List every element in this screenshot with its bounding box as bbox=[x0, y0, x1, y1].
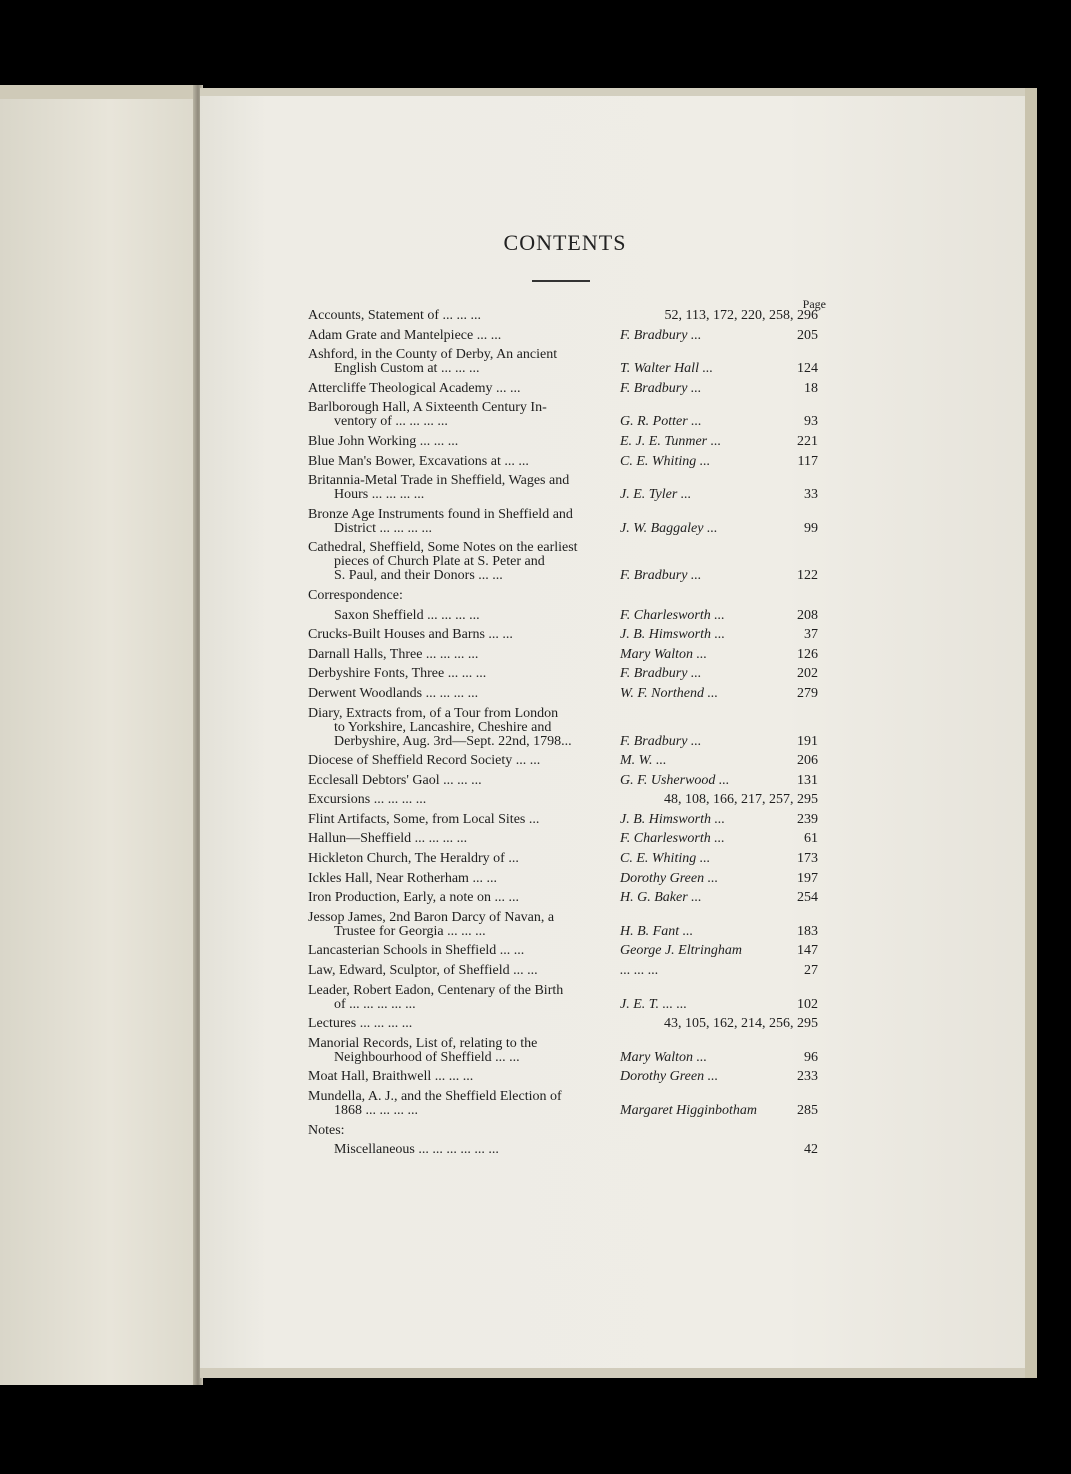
entry-page: 99 bbox=[804, 520, 818, 536]
entry-title: Mundella, A. J., and the Sheffield Election of bbox=[308, 1089, 562, 1104]
entry-author: Margaret Higginbotham bbox=[620, 1103, 758, 1118]
contents-entry bbox=[304, 754, 824, 768]
entry-title: Derwent Woodlands ... ... ... ... bbox=[308, 685, 479, 701]
entry-title: Lancasterian Schools in Sheffield ... ... bbox=[308, 943, 525, 959]
entry-title: Darnall Halls, Three ... ... ... ... bbox=[308, 646, 479, 662]
entry-author: C. E. Whiting ... bbox=[620, 453, 711, 469]
entry-title: Iron Production, Early, a note on ... ... bbox=[308, 890, 519, 906]
entry-author: J. B. Himsworth ... bbox=[620, 627, 725, 643]
entry-page: 173 bbox=[797, 851, 818, 867]
entry-line bbox=[304, 984, 824, 998]
entry-author: J. E. Tyler ... bbox=[620, 487, 692, 503]
entry-title: English Custom at ... ... ... bbox=[334, 361, 480, 377]
contents-entry bbox=[304, 1017, 824, 1031]
entry-line bbox=[304, 348, 824, 362]
entry-page: 122 bbox=[797, 568, 818, 584]
entry-author: George J. Eltringham bbox=[620, 943, 742, 959]
entry-line bbox=[304, 508, 824, 522]
contents-entry bbox=[304, 474, 824, 502]
entry-page: 202 bbox=[797, 666, 818, 682]
contents-entry bbox=[304, 852, 824, 866]
entry-page: 102 bbox=[797, 996, 818, 1012]
entry-title: Flint Artifacts, Some, from Local Sites ... bbox=[308, 811, 540, 827]
entry-title: Ecclesall Debtors' Gaol ... ... ... bbox=[308, 772, 482, 788]
entry-author: F. Charlesworth ... bbox=[620, 607, 725, 623]
entry-page: 117 bbox=[797, 453, 818, 469]
entry-line bbox=[304, 667, 824, 681]
entry-author: C. E. Whiting ... bbox=[620, 851, 711, 867]
entry-page: 124 bbox=[797, 361, 818, 377]
entry-author: F. Bradbury ... bbox=[620, 568, 702, 584]
entry-page: 221 bbox=[797, 433, 818, 449]
entry-line bbox=[304, 382, 824, 396]
entry-line bbox=[304, 1104, 824, 1118]
entry-title: ventory of ... ... ... ... bbox=[334, 414, 448, 430]
entry-title: Diocese of Sheffield Record Society ... ... bbox=[308, 753, 541, 769]
entry-page: 183 bbox=[797, 923, 818, 939]
entry-line bbox=[304, 648, 824, 662]
contents-entry bbox=[304, 964, 824, 978]
entry-page: 43, 105, 162, 214, 256, 295 bbox=[664, 1016, 818, 1032]
entry-line bbox=[304, 911, 824, 925]
entry-title: Crucks-Built Houses and Barns ... ... bbox=[308, 627, 513, 643]
entry-author: H. G. Baker ... bbox=[620, 890, 702, 906]
entry-title: Ickles Hall, Near Rotherham ... ... bbox=[308, 870, 497, 886]
entry-line bbox=[304, 721, 824, 735]
entry-line bbox=[304, 774, 824, 788]
entry-line bbox=[304, 415, 824, 429]
entry-page: 206 bbox=[797, 753, 818, 769]
contents-entry bbox=[304, 1037, 824, 1065]
entry-author: H. B. Fant ... bbox=[620, 923, 694, 939]
contents-entry bbox=[304, 401, 824, 429]
entry-line bbox=[304, 1070, 824, 1084]
contents-entry bbox=[304, 793, 824, 807]
contents-entry bbox=[304, 872, 824, 886]
entry-line bbox=[304, 754, 824, 768]
entry-author: F. Bradbury ... bbox=[620, 327, 702, 343]
contents-entry bbox=[304, 348, 824, 376]
entry-line bbox=[304, 1124, 824, 1138]
entry-title: to Yorkshire, Lancashire, Cheshire and bbox=[334, 719, 552, 735]
entry-title: Attercliffe Theological Academy ... ... bbox=[308, 380, 521, 396]
entry-title: Adam Grate and Mantelpiece ... ... bbox=[308, 327, 502, 343]
entry-page: 126 bbox=[797, 646, 818, 662]
entry-line bbox=[304, 329, 824, 343]
entry-author: F. Bradbury ... bbox=[620, 733, 702, 749]
contents-entry bbox=[304, 687, 824, 701]
entry-line bbox=[304, 687, 824, 701]
entry-line bbox=[304, 435, 824, 449]
entry-page: 37 bbox=[804, 627, 818, 643]
entry-author: F. Charlesworth ... bbox=[620, 831, 725, 847]
contents-entry bbox=[304, 435, 824, 449]
entry-page: 233 bbox=[797, 1069, 818, 1085]
left-page-edge bbox=[0, 85, 200, 99]
entry-title: Blue Man's Bower, Excavations at ... ... bbox=[308, 453, 529, 469]
entry-title: Ashford, in the County of Derby, An ancient bbox=[308, 347, 558, 363]
contents-entry bbox=[304, 589, 824, 603]
entry-line bbox=[304, 488, 824, 502]
page-top-edge bbox=[200, 88, 1034, 96]
entry-line bbox=[304, 832, 824, 846]
entry-page: 131 bbox=[797, 772, 818, 788]
contents-list bbox=[304, 309, 824, 1163]
entry-line bbox=[304, 609, 824, 623]
entry-page: 18 bbox=[804, 380, 818, 396]
entry-title: pieces of Church Plate at S. Peter and bbox=[334, 554, 545, 570]
entry-title: Notes: bbox=[308, 1122, 345, 1138]
entry-line bbox=[304, 707, 824, 721]
entry-title: Moat Hall, Braithwell ... ... ... bbox=[308, 1069, 474, 1085]
page-title: CONTENTS bbox=[503, 230, 627, 255]
entry-author: F. Bradbury ... bbox=[620, 666, 702, 682]
contents-entry bbox=[304, 1090, 824, 1118]
entry-page: 191 bbox=[797, 733, 818, 749]
entry-line bbox=[304, 555, 824, 569]
entry-page: 197 bbox=[797, 870, 818, 886]
contents-entry bbox=[304, 813, 824, 827]
entry-title: Jessop James, 2nd Baron Darcy of Navan, a bbox=[308, 909, 555, 925]
contents-entry bbox=[304, 609, 824, 623]
contents-entry bbox=[304, 508, 824, 536]
entry-author: M. W. ... bbox=[620, 753, 667, 769]
entry-line bbox=[304, 1051, 824, 1065]
entry-line bbox=[304, 964, 824, 978]
contents-entry bbox=[304, 911, 824, 939]
entry-author: ... ... ... bbox=[620, 963, 659, 979]
entry-line bbox=[304, 362, 824, 376]
entry-line bbox=[304, 474, 824, 488]
contents-entry bbox=[304, 774, 824, 788]
entry-title: Hours ... ... ... ... bbox=[334, 487, 425, 503]
contents-entry bbox=[304, 707, 824, 749]
entry-title: District ... ... ... ... bbox=[334, 520, 432, 536]
entry-title: Correspondence: bbox=[308, 587, 403, 603]
entry-page: 285 bbox=[797, 1103, 818, 1118]
entry-line bbox=[304, 872, 824, 886]
contents-entry bbox=[304, 944, 824, 958]
contents-entry bbox=[304, 1124, 824, 1138]
contents-entry bbox=[304, 1143, 824, 1157]
entry-author: T. Walter Hall ... bbox=[620, 361, 713, 377]
entry-title: Bronze Age Instruments found in Sheffield and bbox=[308, 506, 573, 522]
entry-title: Derbyshire, Aug. 3rd—Sept. 22nd, 1798... bbox=[334, 733, 572, 749]
entry-line bbox=[304, 541, 824, 555]
entry-author: Dorothy Green ... bbox=[620, 870, 719, 886]
page-column-heading: Page bbox=[802, 297, 826, 311]
entry-author: E. J. E. Tunmer ... bbox=[620, 433, 722, 449]
page-bottom-edge bbox=[200, 1368, 1034, 1378]
entry-title: Blue John Working ... ... ... bbox=[308, 433, 459, 449]
entry-author: F. Bradbury ... bbox=[620, 380, 702, 396]
entry-author: Mary Walton ... bbox=[620, 646, 707, 662]
entry-author: G. F. Usherwood ... bbox=[620, 772, 730, 788]
entry-title: 1868 ... ... ... ... bbox=[334, 1103, 418, 1118]
entry-line bbox=[304, 522, 824, 536]
entry-line bbox=[304, 1037, 824, 1051]
entry-line bbox=[304, 309, 824, 323]
entry-page: 205 bbox=[797, 327, 818, 343]
entry-title: Cathedral, Sheffield, Some Notes on the earliest bbox=[308, 540, 578, 556]
entry-title: Manorial Records, List of, relating to the bbox=[308, 1035, 538, 1051]
entry-line bbox=[304, 891, 824, 905]
entry-title: Neighbourhood of Sheffield ... ... bbox=[334, 1049, 520, 1065]
entry-title: Excursions ... ... ... ... bbox=[308, 792, 427, 808]
contents-entry bbox=[304, 382, 824, 396]
entry-page: 96 bbox=[804, 1049, 818, 1065]
entry-line bbox=[304, 455, 824, 469]
entry-author: W. F. Northend ... bbox=[620, 685, 719, 701]
entry-line bbox=[304, 569, 824, 583]
entry-title: Miscellaneous ... ... ... ... ... ... bbox=[334, 1142, 499, 1158]
entry-page: 42 bbox=[804, 1142, 818, 1158]
entry-title: Leader, Robert Eadon, Centenary of the Birth bbox=[308, 982, 564, 998]
title-rule bbox=[532, 280, 590, 282]
entry-line bbox=[304, 793, 824, 807]
entry-author: G. R. Potter ... bbox=[620, 414, 702, 430]
entry-author: J. E. T. ... ... bbox=[620, 996, 688, 1012]
contents-entry bbox=[304, 1070, 824, 1084]
entry-title: Derbyshire Fonts, Three ... ... ... bbox=[308, 666, 487, 682]
entry-title: Hallun—Sheffield ... ... ... ... bbox=[308, 831, 468, 847]
entry-author: J. W. Baggaley ... bbox=[620, 520, 718, 536]
entry-page: 147 bbox=[797, 943, 818, 959]
entry-page: 33 bbox=[804, 487, 818, 503]
entry-line bbox=[304, 401, 824, 415]
entry-title: Accounts, Statement of ... ... ... bbox=[308, 308, 482, 323]
contents-entry bbox=[304, 541, 824, 583]
entry-line bbox=[304, 944, 824, 958]
entry-line bbox=[304, 925, 824, 939]
entry-title: S. Paul, and their Donors ... ... bbox=[334, 568, 503, 584]
entry-line bbox=[304, 1090, 824, 1104]
entry-author: J. B. Himsworth ... bbox=[620, 811, 725, 827]
entry-page: 254 bbox=[797, 890, 818, 906]
entry-page: 52, 113, 172, 220, 258, 296 bbox=[664, 308, 818, 323]
contents-entry bbox=[304, 832, 824, 846]
entry-page: 61 bbox=[804, 831, 818, 847]
entry-title: Trustee for Georgia ... ... ... bbox=[334, 923, 486, 939]
left-page bbox=[0, 85, 200, 1385]
entry-line bbox=[304, 1017, 824, 1031]
entry-page: 208 bbox=[797, 607, 818, 623]
entry-line bbox=[304, 998, 824, 1012]
entry-page: 27 bbox=[804, 963, 818, 979]
contents-entry bbox=[304, 891, 824, 905]
entry-title: Law, Edward, Sculptor, of Sheffield ... ... bbox=[308, 963, 538, 979]
entry-title: Barlborough Hall, A Sixteenth Century In- bbox=[308, 400, 547, 416]
entry-line bbox=[304, 628, 824, 642]
entry-page: 279 bbox=[797, 685, 818, 701]
entry-line bbox=[304, 1143, 824, 1157]
entry-title: Saxon Sheffield ... ... ... ... bbox=[334, 607, 480, 623]
contents-entry bbox=[304, 667, 824, 681]
entry-title: Hickleton Church, The Heraldry of ... bbox=[308, 851, 519, 867]
entry-title: Diary, Extracts from, of a Tour from London bbox=[308, 705, 559, 721]
entry-line bbox=[304, 813, 824, 827]
contents-entry bbox=[304, 309, 824, 323]
cover-edge bbox=[1025, 88, 1037, 1378]
contents-entry bbox=[304, 984, 824, 1012]
entry-page: 239 bbox=[797, 811, 818, 827]
entry-line bbox=[304, 589, 824, 603]
entry-author: Dorothy Green ... bbox=[620, 1069, 719, 1085]
contents-entry bbox=[304, 648, 824, 662]
contents-entry bbox=[304, 628, 824, 642]
entry-line bbox=[304, 852, 824, 866]
entry-author: Mary Walton ... bbox=[620, 1049, 707, 1065]
entry-title: Lectures ... ... ... ... bbox=[308, 1016, 413, 1032]
entry-title: Britannia-Metal Trade in Sheffield, Wages and bbox=[308, 473, 570, 489]
entry-line bbox=[304, 735, 824, 749]
entry-page: 93 bbox=[804, 414, 818, 430]
contents-entry bbox=[304, 455, 824, 469]
entry-title: of ... ... ... ... ... bbox=[334, 996, 416, 1012]
entry-page: 48, 108, 166, 217, 257, 295 bbox=[664, 792, 818, 808]
contents-entry bbox=[304, 329, 824, 343]
